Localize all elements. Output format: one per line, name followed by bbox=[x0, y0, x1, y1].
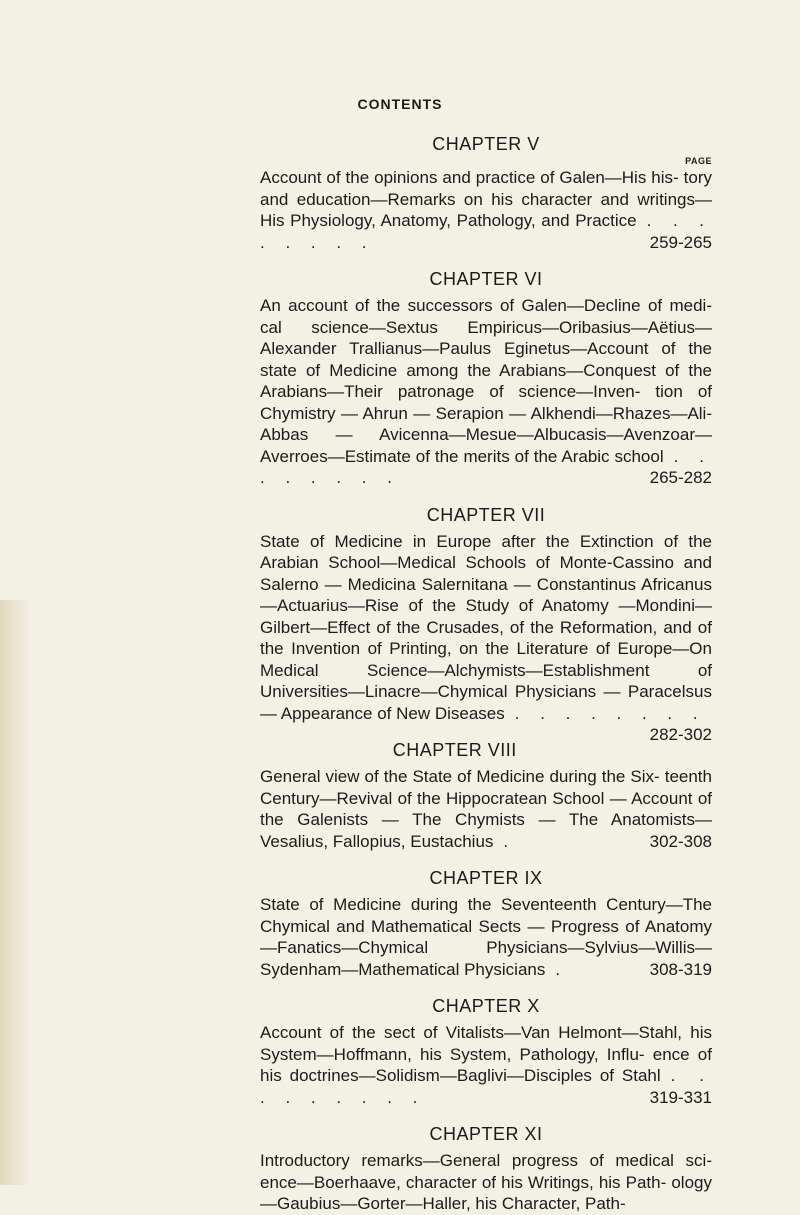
chapter-block bbox=[260, 267, 712, 489]
page-range: 302-308 bbox=[649, 831, 712, 851]
chapter-heading: CHAPTER V bbox=[432, 134, 540, 154]
summary-text: State of Medicine during the Seventeenth Century—The Chymical and Mathematical Sects — Progress of Anatomy—Fanatics—Chymical Physicians—Sylvius—Willis—Sydenham—Mathematical Physicians bbox=[260, 895, 712, 979]
chapter-block bbox=[260, 132, 712, 253]
chapter-summary bbox=[260, 531, 712, 744]
page-column-label: PAGE bbox=[685, 156, 712, 166]
chapter-summary bbox=[260, 894, 712, 980]
chapter-heading: CHAPTER XI bbox=[429, 1124, 543, 1144]
summary-text: State of Medicine in Europe after the Extinction of the Arabian School—Medical Schools of Monte-Cassino and Salerno — Medicina Salernitana — Constantinus Africanus—Actuarius—Rise of the Study of Anatomy —Mondini—Gilbert—Effect of the Crusades, of the Reformation, and of the Invention of Printing, on the Literature of Europe—On Medical Science—Alchymists—Establishment of Universities—Linacre—Chymical Physicians — Paracelsus — Appearance of New Diseases bbox=[260, 531, 712, 723]
summary-text: An account of the successors of Galen—Decline of medi- cal science—Sextus Empiricus—Oribasius—Aëtius—Alexander Trallianus—Paulus Eginetus—Account of the state of Medicine among the Arabians—Conquest of the Arabians—Their patronage of science—Inven- tion of Chymistry — Ahrun — Serapion — Alkhendi—Rhazes—Ali-Abbas — Avicenna—Mesue—Albucasis—Avenzoar—Averroes—Estimate of the merits of the Arabic school bbox=[260, 296, 712, 466]
chapter-block bbox=[260, 1122, 712, 1215]
page-range: 259-265 bbox=[649, 232, 712, 252]
chapter-block bbox=[260, 866, 712, 980]
page-range: 282-302 bbox=[649, 725, 712, 744]
chapter-heading: CHAPTER IX bbox=[429, 868, 543, 888]
page-edge-stain bbox=[0, 600, 30, 1185]
chapter-summary bbox=[260, 295, 712, 489]
dot-leaders: . bbox=[555, 959, 569, 979]
page-range: 265-282 bbox=[649, 468, 712, 487]
chapter-heading: CHAPTER VII bbox=[426, 504, 546, 525]
chapter-summary bbox=[260, 1022, 712, 1108]
dot-leaders: . bbox=[503, 831, 517, 851]
summary-text: Account of the opinions and practice of Galen—His his- tory and education—Remarks on his character and writings—His Physiology, Anatomy, Pathology, and Practice bbox=[260, 168, 712, 230]
summary-text: General view of the State of Medicine during the Six- teenth Century—Revival of the Hippocratean School — Account of the Galenists — The Chymists — The Anatomists—Vesalius, Fallopius, Eustachius bbox=[260, 767, 712, 851]
chapter-block bbox=[260, 738, 712, 852]
chapter-heading: CHAPTER X bbox=[432, 996, 540, 1016]
running-head: CONTENTS bbox=[357, 96, 443, 112]
dot-leaders: . . . . . . . . bbox=[514, 703, 706, 723]
contents-column bbox=[260, 132, 712, 1215]
chapter-heading: CHAPTER VI bbox=[429, 269, 543, 289]
chapter-block bbox=[260, 994, 712, 1108]
chapter-summary bbox=[260, 766, 712, 852]
chapter-block bbox=[260, 503, 712, 744]
summary-text: Introductory remarks—General progress of medical sci- ence—Boerhaave, character of his Writings, his Path- ology—Gaubius—Gorter—Haller, his Character, Path- bbox=[260, 1151, 712, 1213]
chapter-heading: CHAPTER VIII bbox=[392, 740, 517, 760]
summary-text: Account of the sect of Vitalists—Van Helmont—Stahl, his System—Hoffmann, his System, Pathology, Influ- ence of his doctrines—Solidism—Baglivi—Disciples of Stahl bbox=[260, 1023, 712, 1085]
dot-leaders: . . . . . . . . bbox=[260, 446, 712, 487]
dot-leaders: . . . . . . . . bbox=[260, 211, 712, 252]
page-range: 319-331 bbox=[649, 1087, 712, 1107]
page-range: 308-319 bbox=[649, 959, 712, 979]
dot-leaders: . . . . . . . . . bbox=[260, 1066, 712, 1107]
chapter-summary bbox=[260, 1150, 712, 1215]
chapter-summary bbox=[260, 167, 712, 253]
